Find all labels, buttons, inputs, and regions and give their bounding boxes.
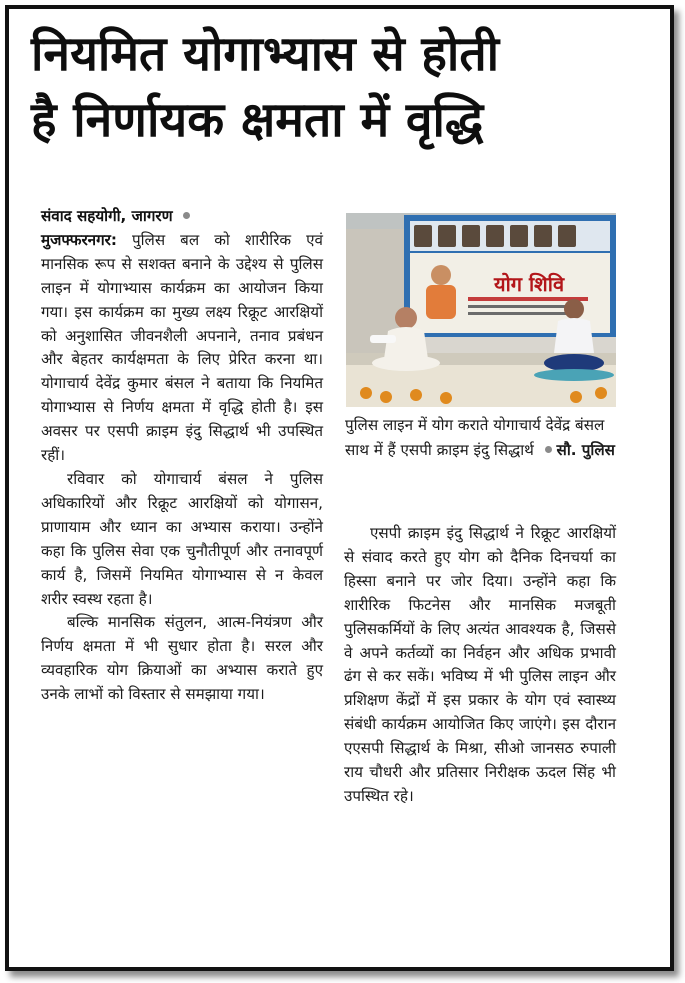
article-right-column xyxy=(344,522,616,809)
yoga-camp-photo xyxy=(346,213,616,407)
byline xyxy=(41,205,323,229)
headline xyxy=(31,21,651,153)
newspaper-clipping xyxy=(5,5,674,971)
caption-credit: सौ. पुलिस xyxy=(556,441,615,459)
bullet-dot-icon xyxy=(545,446,552,453)
news-photo xyxy=(346,213,616,407)
photo-caption xyxy=(345,413,617,463)
caption-text: पुलिस लाइन में योग कराते योगाचार्य देवेंद्र बंसल साथ में हैं एसपी क्राइम इंदु सिद्धार्थ xyxy=(345,416,605,459)
article-paragraph-2: रविवार को योगाचार्य बंसल ने पुलिस अधिकारियों और रिक्रूट आरक्षियों को योगासन, प्राणायाम और ध्यान का अभ्यास कराया। उन्होंने कहा कि पुलिस सेवा एक चुनौतीपूर्ण और तनावपूर्ण कार्य है, जिसमें नियमित योगाभ्यास से न केवल शरीर स्वस्थ रहता है। xyxy=(41,469,323,608)
byline-source: संवाद सहयोगी, जागरण xyxy=(41,207,173,225)
headline-line-1: नियमित योगाभ्यास से होती xyxy=(31,26,500,82)
headline-line-2: है निर्णायक क्षमता में वृद्धि xyxy=(31,92,484,148)
bullet-dot-icon xyxy=(183,212,190,219)
article-paragraph-1-text: पुलिस बल को शारीरिक एवं मानसिक रूप से सशक्त बनाने के उद्देश्य से पुलिस लाइन में योगाभ्यास कार्यक्रम का आयोजन किया गया। इस कार्यक्रम का मुख्य लक्ष्य रिक्रूट आरक्षियों को अनुशासित जीवनशैली अपनाने, तनाव प्रबंधन और बेहतर कार्यक्षमता के लिए प्रेरित करना था। योगाचार्य देवेंद्र कुमार बंसल ने बताया कि नियमित योगाभ्यास से निर्णय क्षमता में वृद्धि होती है। इस अवसर पर एसपी क्राइम इंदु सिद्धार्थ भी उपस्थित रहीं। xyxy=(41,230,323,465)
byline-location: मुजफ्फरनगर: xyxy=(41,230,117,249)
article-paragraph-1 xyxy=(41,229,323,468)
article-paragraph-3: बल्कि मानसिक संतुलन, आत्म-नियंत्रण और निर्णय क्षमता में भी सुधार होता है। सरल और व्यवहारिक योग क्रियाओं का अभ्यास कराते हुए उनके लाभों को विस्तार से समझाया गया। xyxy=(41,613,323,704)
article-left-column xyxy=(41,205,323,707)
article-paragraph-4: एसपी क्राइम इंदु सिद्धार्थ ने रिक्रूट आरक्षियों से संवाद करते हुए योग को दैनिक दिनचर्या का हिस्सा बनाने पर जोर दिया। उन्होंने कहा कि शारीरिक फिटनेस और मानसिक मजबूती पुलिसकर्मियों के लिए अत्यंत आवश्यक है, जिससे वे अपने कर्तव्यों का निर्वहन और अधिक प्रभावी ढंग से कर सकें। भविष्य में भी पुलिस लाइन और प्रशिक्षण केंद्रों में इस प्रकार के योग एवं स्वास्थ्य संबंधी कार्यक्रम आयोजित किए जाएंगे। इस दौरान एएसपी सिद्धार्थ के मिश्रा, सीओ जानसठ रुपाली राय चौधरी और प्रतिसार निरीक्षक ऊदल सिंह भी उपस्थित रहे। xyxy=(344,524,616,805)
banner-title: योग शिवि xyxy=(494,272,565,296)
